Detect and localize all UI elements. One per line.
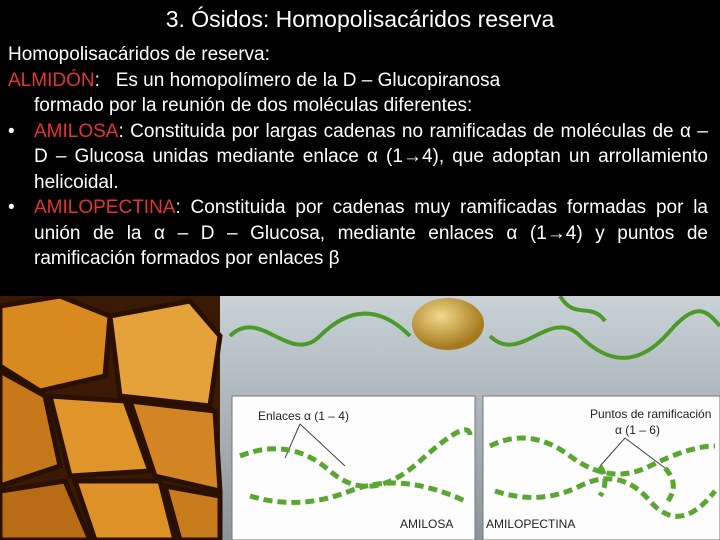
bullet-amilosa <box>8 119 708 196</box>
cell-micrograph <box>0 296 220 540</box>
ramificacion-label-line1: Puntos de ramificación <box>590 407 712 421</box>
amilopectina-panel <box>483 396 720 540</box>
amilosa-text: : Constituida por largas cadenas no ramificadas de moléculas de α – D – Glucosa unidas mediante enlace α (1→4), que adoptan un arrollamiento helicoidal. <box>34 120 708 193</box>
amilosa-label: AMILOSA <box>400 517 454 531</box>
amilosa-term: AMILOSA <box>34 120 119 142</box>
amilopectina-term: AMILOPECTINA <box>34 197 176 218</box>
almidon-term: ALMIDÓN <box>8 69 95 91</box>
bullet-amilopectina <box>8 195 708 272</box>
amilopectina-text: : Constituida por cadenas muy ramificadas formadas por la unión de la α – D – Glucosa, mediante enlaces α (1→4) y puntos de ramificación formados por enlaces β <box>34 197 708 269</box>
slide-title: 3. Ósidos: Homopolisacáridos reserva <box>165 6 555 32</box>
starch-granule <box>412 298 484 350</box>
almidon-text-continued: formado por la reunión de dos moléculas diferentes: <box>34 95 473 116</box>
amilopectina-label: AMILOPECTINA <box>486 517 576 531</box>
starch-illustration <box>0 296 720 540</box>
almidon-separator: : <box>94 69 100 91</box>
ramificacion-label-line2: α (1 – 6) <box>615 423 660 437</box>
almidon-text: Es un homopolímero de la D – Glucopiranosa <box>115 69 501 91</box>
amilosa-panel <box>232 396 475 540</box>
enlaces-label: Enlaces α (1 – 4) <box>258 409 349 423</box>
bullet-marker: • <box>8 197 15 218</box>
intro-line: Homopolisacáridos de reserva: <box>8 44 270 65</box>
slide-body <box>8 42 708 272</box>
almidon-line <box>8 68 708 94</box>
bullet-marker: • <box>8 120 15 142</box>
starch-illustration-svg <box>0 296 720 540</box>
